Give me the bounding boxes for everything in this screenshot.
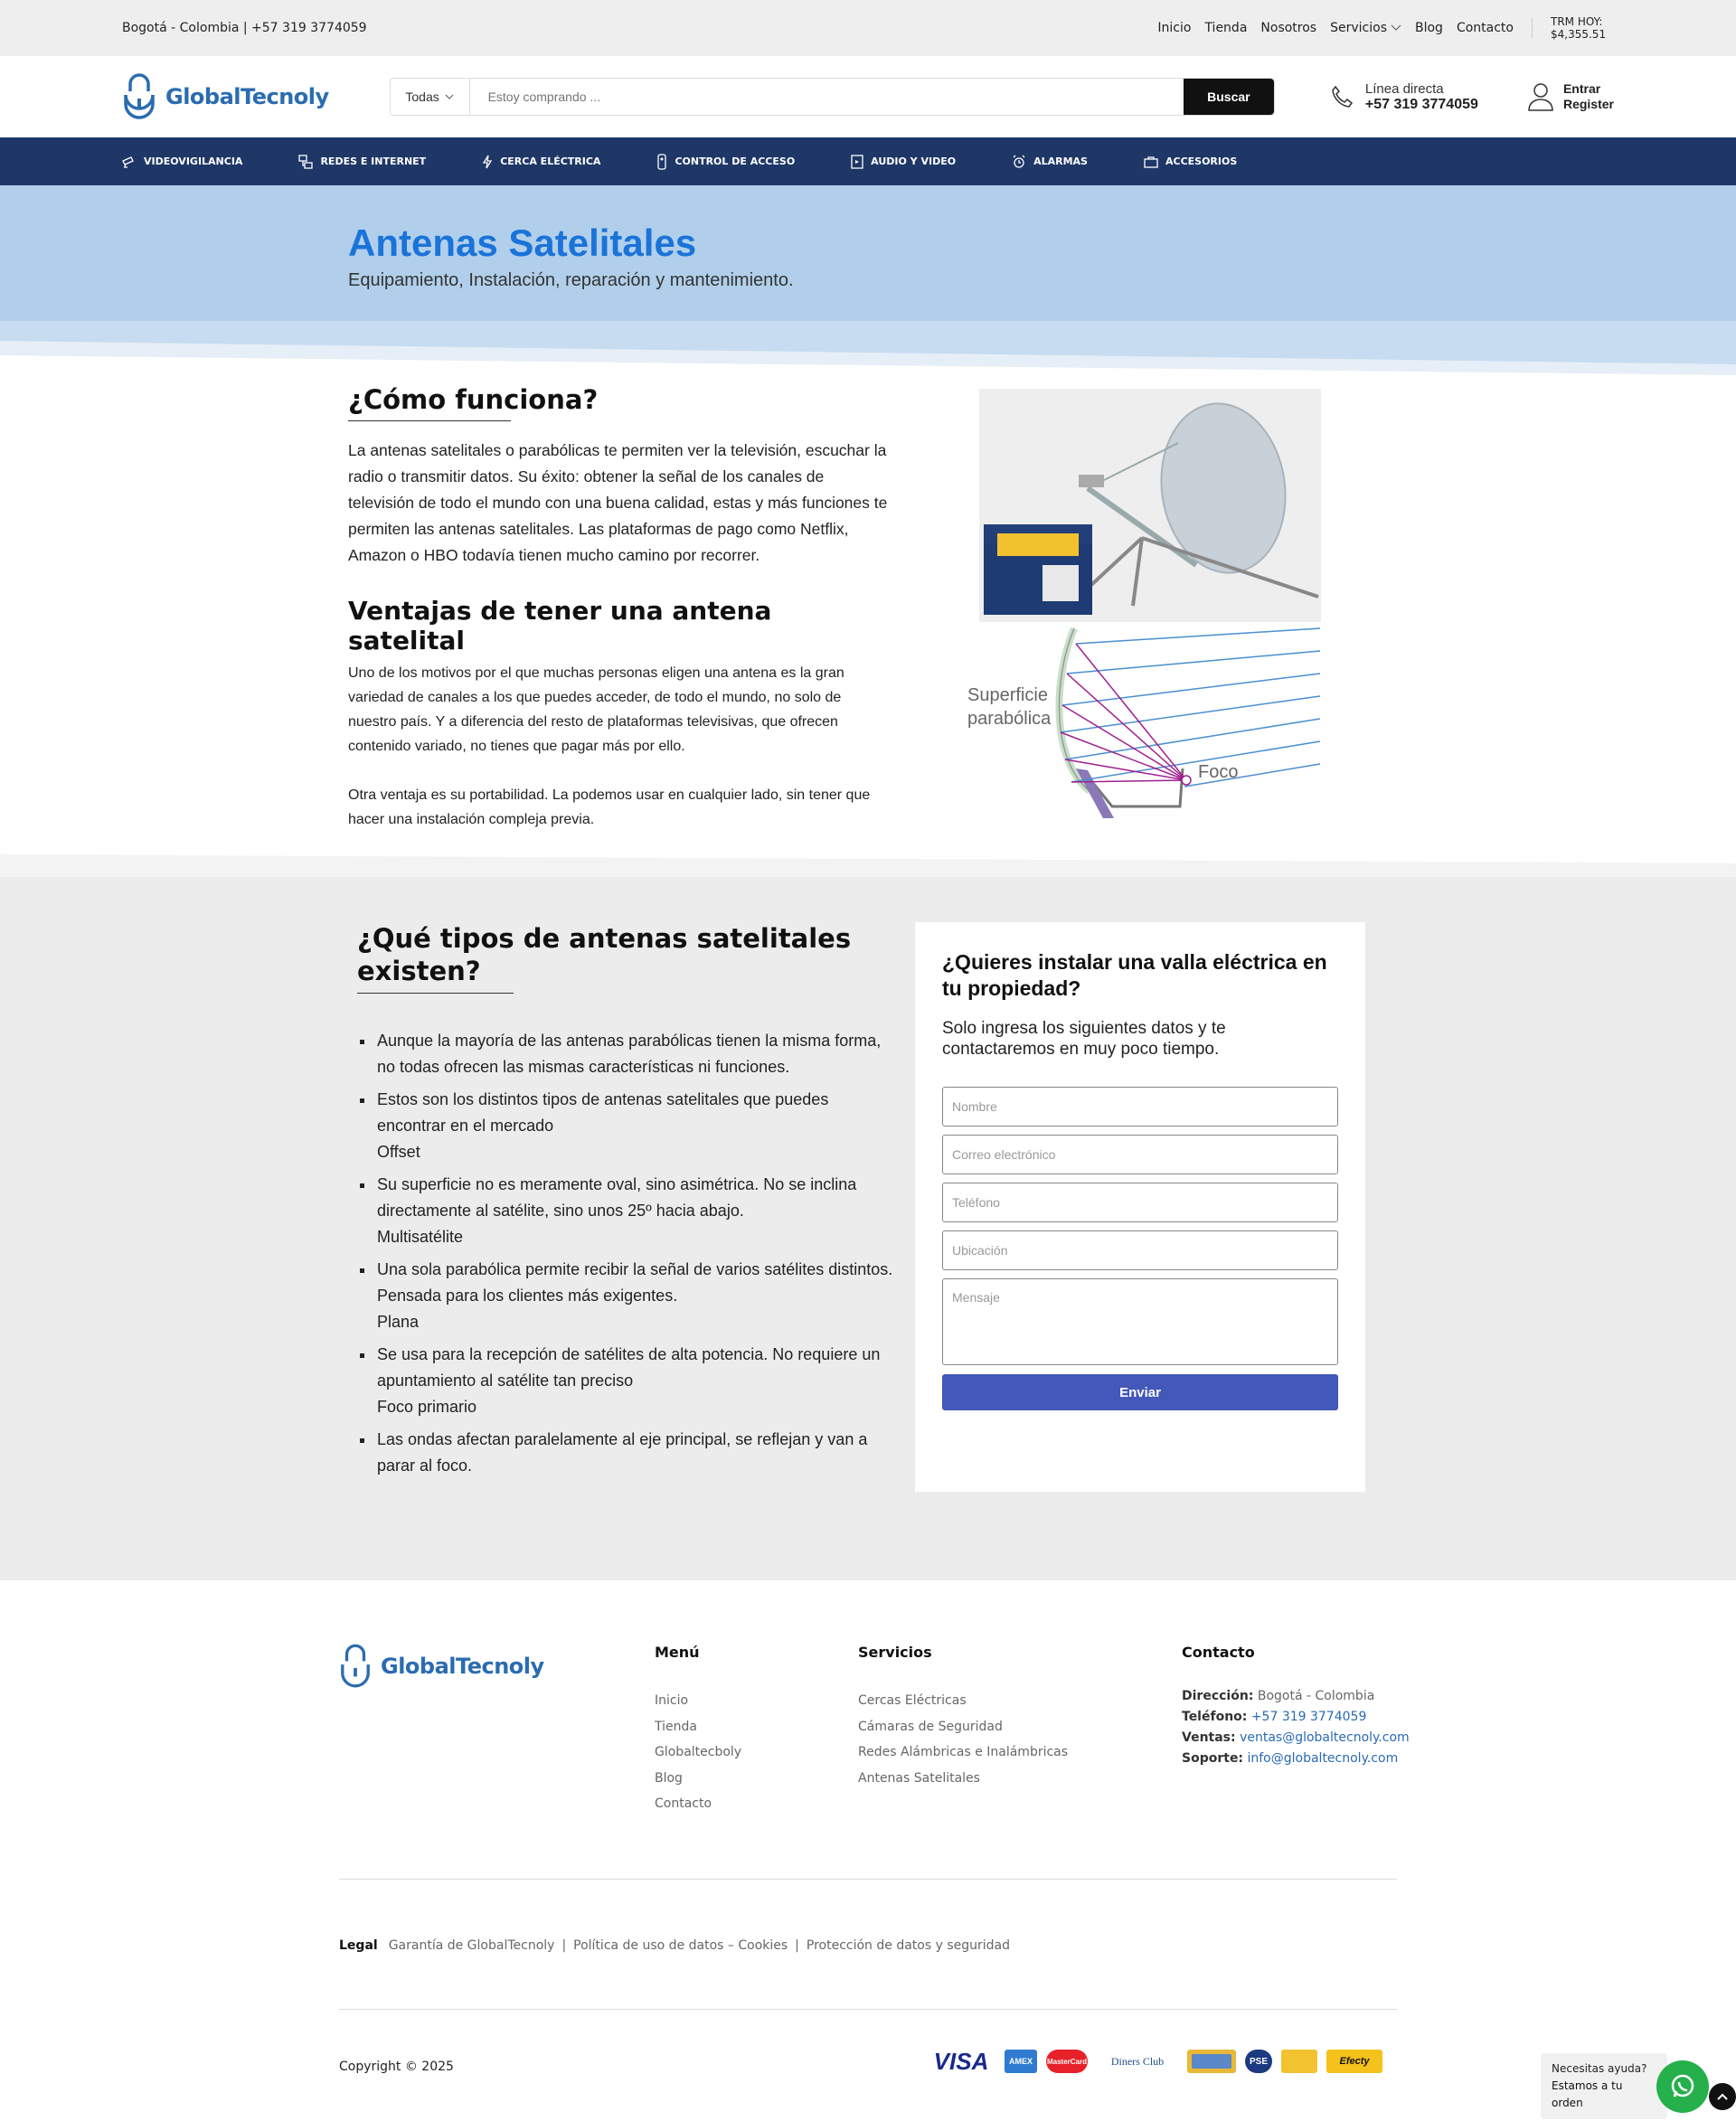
footer-service-antenas[interactable]: Antenas Satelitales (858, 1770, 980, 1786)
message-field[interactable]: Mensaje (942, 1278, 1338, 1365)
form-title: ¿Quieres instalar una valla eléctrica en tu propiedad? (942, 950, 1327, 1000)
chevron-up-icon (1716, 2092, 1729, 2101)
search-button[interactable]: Buscar (1184, 79, 1274, 115)
category-label: CONTROL DE ACCESO (675, 156, 796, 167)
phone-field[interactable]: Teléfono (942, 1183, 1338, 1222)
user-icon (1527, 82, 1554, 111)
account-link[interactable] (1527, 81, 1614, 112)
diagram-label-2: parabólica (967, 709, 1052, 729)
submit-button[interactable]: Enviar (942, 1374, 1338, 1410)
support-email-link[interactable]: info@globaltecnoly.com (1247, 1751, 1399, 1766)
section-title-line2: existen? (357, 956, 481, 986)
lock-logo-icon (339, 1644, 372, 1689)
chevron-down-icon (445, 94, 454, 99)
top-nav-inicio[interactable]: Inicio (1157, 21, 1192, 35)
category-cerca-electrica[interactable] (482, 155, 600, 169)
search-bar (390, 78, 1275, 116)
location-field[interactable]: Ubicación (942, 1230, 1338, 1270)
pse-logo: PSE (1245, 2050, 1272, 2073)
lock-logo-icon (122, 73, 156, 120)
logo-text: GlobalTecnoly (381, 1654, 544, 1679)
top-nav-contacto[interactable]: Contacto (1456, 21, 1514, 35)
list-item-text: Su superficie no es meramente oval, sino asimétrica. No se inclina directamente al satélite, sino unos 25º hacia abajo. (377, 1175, 857, 1220)
main-header (0, 56, 1736, 137)
sales-email-link[interactable]: ventas@globaltecnoly.com (1240, 1730, 1410, 1745)
site-logo[interactable] (122, 73, 390, 120)
footer (0, 1580, 1736, 2119)
list-item-text: Las ondas afectan paralelamente al eje principal, se reflejan y van a parar al foco. (377, 1430, 868, 1475)
scroll-to-top-button[interactable] (1709, 2083, 1736, 2110)
diagram-focus-label: Foco (1198, 762, 1239, 782)
form-subtitle: Solo ingresa los siguientes datos y te contactaremos en muy poco tiempo. (942, 1019, 1226, 1059)
category-videovigilancia[interactable] (122, 156, 242, 168)
access-control-icon (656, 154, 667, 170)
section-title (357, 922, 900, 987)
contact-form (915, 922, 1365, 1492)
hero-banner (0, 185, 1736, 375)
footer-service-redes[interactable]: Redes Alámbricas e Inalámbricas (858, 1745, 1069, 1759)
footer-service-cercas[interactable]: Cercas Eléctricas (858, 1693, 967, 1708)
footer-contact-title: Contacto (1182, 1644, 1255, 1661)
hero-subtitle: Equipamiento, Instalación, reparación y mantenimiento. (348, 270, 794, 290)
category-control-acceso[interactable] (656, 154, 795, 170)
footer-menu-title: Menú (655, 1644, 700, 1661)
mastercard-logo: MasterCard (1046, 2050, 1088, 2073)
antenna-types-list (357, 1028, 900, 1479)
category-nav (0, 137, 1736, 185)
footer-services-title: Servicios (858, 1644, 932, 1661)
efecty-logo: Efecty (1326, 2050, 1382, 2073)
hotline[interactable] (1329, 81, 1500, 113)
category-redes[interactable] (298, 155, 426, 169)
amex-logo: AMEX (1005, 2050, 1037, 2073)
footer-sales (1182, 1728, 1410, 1749)
footer-service-camaras[interactable]: Cámaras de Seguridad (858, 1719, 1003, 1734)
logo-text: GlobalTecnoly (165, 84, 329, 109)
whatsapp-line1: Necesitas ayuda? (1552, 2062, 1647, 2075)
category-label: ACCESORIOS (1165, 156, 1238, 167)
footer-address (1182, 1686, 1410, 1707)
top-nav-nosotros[interactable]: Nosotros (1260, 21, 1317, 35)
category-label: AUDIO Y VIDEO (871, 156, 957, 167)
advantages-body-2: Otra ventaja es su portabilidad. La podemos usar en cualquier lado, sin tener que hacer una instalación compleja previa. (348, 787, 871, 827)
list-item (375, 1087, 900, 1165)
advantages-title: Ventajas de tener una antena satelital (348, 596, 772, 655)
top-nav-blog[interactable]: Blog (1415, 21, 1443, 35)
list-item-text: Aunque la mayoría de las antenas parabólicas tienen la misma forma, no todas ofrecen las mismas características ni funciones. (377, 1032, 882, 1076)
legal-links (339, 1938, 1010, 1953)
email-field[interactable]: Correo electrónico (942, 1135, 1338, 1174)
visa-logo: VISA (933, 2047, 989, 2075)
footer-divider (339, 1879, 1397, 1880)
category-accesorios[interactable] (1144, 156, 1237, 168)
list-item (375, 1172, 900, 1250)
search-category-value: Todas (405, 90, 439, 104)
payment-methods (927, 2047, 1382, 2075)
how-it-works-section (0, 375, 1736, 859)
list-item-subtitle: Multisatélite (377, 1228, 464, 1246)
footer-divider (339, 2009, 1397, 2010)
title-underline (357, 993, 514, 994)
network-icon (298, 155, 313, 169)
title-underline (348, 420, 511, 421)
section-wave (0, 841, 1736, 877)
register-link[interactable]: Register (1562, 97, 1614, 111)
footer-logo[interactable] (339, 1644, 544, 1689)
whatsapp-bubble[interactable] (1541, 2053, 1667, 2119)
whatsapp-widget[interactable] (1541, 2053, 1709, 2119)
satellite-dish-image (979, 389, 1321, 622)
phone-icon (1329, 84, 1354, 109)
divider (1532, 18, 1533, 38)
footer-link-inicio[interactable]: Inicio (655, 1693, 689, 1708)
hotline-number: +57 319 3774059 (1364, 96, 1478, 112)
legal-garantia[interactable]: Garantía de GlobalTecnoly (388, 1938, 555, 1953)
how-it-works-text (348, 375, 891, 832)
list-item-text: Una sola parabólica permite recibir la señal de varios satélites distintos. Pensada para los clientes más exigentes. (377, 1260, 893, 1305)
top-nav (1157, 21, 1514, 35)
login-link[interactable]: Entrar (1562, 81, 1601, 96)
trm-label: TRM HOY: (1551, 15, 1603, 28)
category-label: VIDEOVIGILANCIA (144, 156, 243, 167)
chevron-down-icon (1391, 24, 1401, 32)
footer-link-contacto[interactable]: Contacto (655, 1796, 712, 1811)
antenna-types-text (357, 922, 900, 1485)
footer-contact (1182, 1644, 1410, 1769)
search-input[interactable] (470, 79, 1184, 115)
hotline-label: Línea directa (1364, 80, 1444, 97)
alarm-icon (1012, 155, 1026, 169)
top-nav-servicios-label: Servicios (1330, 21, 1387, 35)
phone-label: Teléfono: (1182, 1710, 1248, 1724)
how-it-works-body: La antenas satelitales o parabólicas te permiten ver la televisión, escuchar la radio o transmitir datos. Su éxito: obtener la señal de los canales de televisión de todo el mundo con una buena calidad, estas y más funciones te permiten las antenas satelitales. Las plataformas de pago como Netflix, Amazon o HBO todavía tienen mucho camino por recorrer. (348, 441, 888, 564)
footer-link-tienda[interactable]: Tienda (655, 1719, 697, 1734)
footer-support (1182, 1749, 1410, 1769)
legal-label: Legal (339, 1938, 378, 1953)
diagram-label-1: Superficie (967, 685, 1048, 705)
footer-link-globaltecboly[interactable]: Globaltecboly (655, 1745, 742, 1759)
list-item (375, 1257, 900, 1335)
hero-wave (0, 321, 1736, 375)
address-label: Dirección: (1182, 1689, 1254, 1703)
top-bar (0, 0, 1736, 56)
list-item-text: Se usa para la recepción de satélites de alta potencia. No requiere un apuntamiento al satélite tan preciso (377, 1345, 881, 1390)
search-category-select[interactable] (391, 79, 470, 115)
phone-link[interactable]: +57 319 3774059 (1250, 1710, 1367, 1724)
footer-menu (655, 1644, 741, 1817)
top-bar-location: Bogotá - Colombia | +57 319 3774059 (122, 21, 367, 35)
trm-value: $4,355.51 (1551, 28, 1607, 41)
footer-phone (1182, 1707, 1410, 1728)
bank-card-logo (1281, 2050, 1317, 2073)
list-item-subtitle: Foco primario (377, 1398, 477, 1416)
support-label: Soporte: (1182, 1751, 1244, 1766)
top-nav-tienda[interactable]: Tienda (1204, 21, 1248, 35)
category-label: REDES E INTERNET (320, 156, 427, 167)
parabolic-diagram (967, 624, 1325, 821)
list-item-subtitle: Plana (377, 1313, 420, 1331)
legal-separator: | (795, 1938, 799, 1953)
sales-label: Ventas: (1182, 1730, 1236, 1745)
category-alarmas[interactable] (1012, 155, 1088, 169)
list-item (375, 1028, 900, 1080)
category-audio-video[interactable] (851, 155, 956, 169)
footer-link-blog[interactable]: Blog (655, 1770, 683, 1786)
hero-title: Antenas Satelitales (348, 222, 697, 264)
advantages-body: Uno de los motivos por el que muchas personas eligen una antena es la gran variedad de canales a los que puedes acceder, de todo el mundo, no solo de nuestro país. Y a diferencia del resto de plataformas televisivas, que ofrecen contenido variado, no tienes que pagar más por ello. (348, 665, 844, 754)
legal-separator: | (561, 1938, 567, 1953)
list-item (375, 1427, 900, 1479)
accessories-icon (1144, 156, 1158, 168)
diners-club-logo: Diners Club (1110, 2054, 1165, 2068)
bank-card-logo (1187, 2050, 1236, 2073)
whatsapp-line2: Estamos a tu orden (1552, 2079, 1623, 2109)
antenna-types-section (0, 859, 1736, 1580)
camera-icon (122, 156, 137, 168)
list-item-subtitle: Offset (377, 1143, 420, 1161)
category-label: CERCA ELÉCTRICA (500, 156, 601, 167)
section-title-line1: ¿Qué tipos de antenas satelitales (357, 923, 852, 954)
section-title: ¿Cómo funciona? (348, 384, 599, 415)
top-nav-servicios[interactable] (1330, 21, 1401, 35)
trm-rate (1551, 15, 1614, 41)
footer-services (858, 1644, 1068, 1791)
category-label: ALARMAS (1033, 156, 1088, 167)
list-item-text: Estos son los distintos tipos de antenas satelitales que puedes encontrar en el mercado (377, 1090, 829, 1135)
list-item (375, 1342, 900, 1420)
legal-cookies[interactable]: Política de uso de datos – Cookies (573, 1938, 788, 1953)
name-field[interactable]: Nombre (942, 1087, 1338, 1126)
whatsapp-button[interactable] (1656, 2060, 1709, 2113)
copyright: Copyright © 2025 (339, 2060, 454, 2074)
whatsapp-icon (1668, 2072, 1697, 2101)
legal-proteccion[interactable]: Protección de datos y seguridad (806, 1938, 1010, 1953)
bolt-icon (482, 155, 493, 169)
address-value: Bogotá - Colombia (1257, 1689, 1375, 1703)
audio-video-icon (851, 155, 863, 169)
